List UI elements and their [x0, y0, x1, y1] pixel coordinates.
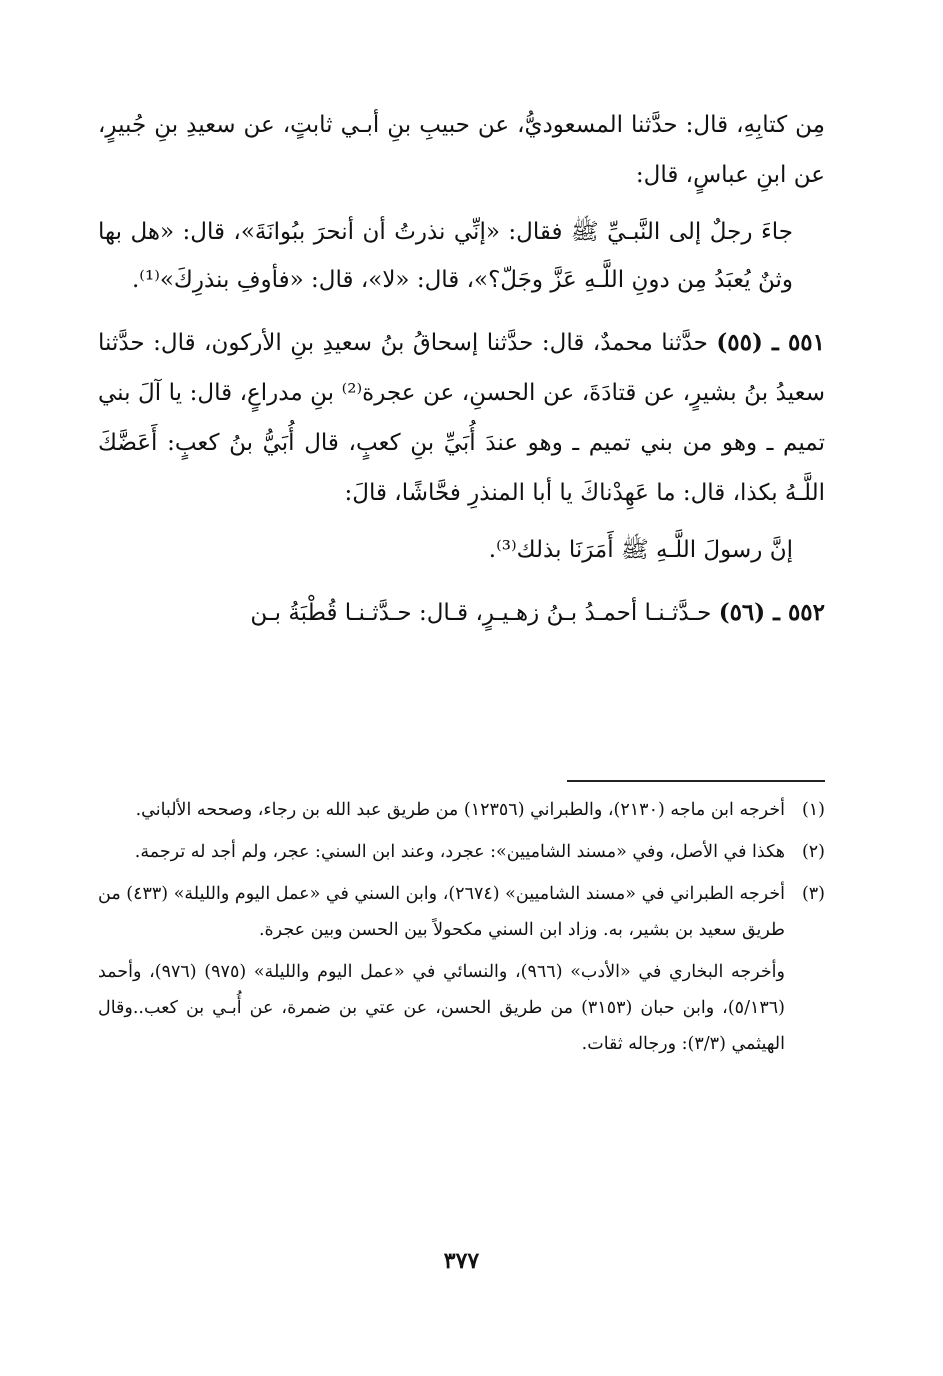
footnote-separator — [567, 780, 825, 782]
page-number: ٣٧٧ — [443, 1248, 480, 1274]
book-page — [98, 0, 825, 1376]
hadith-552-number: ٥٥٢ ـ (٥٦) — [718, 599, 825, 626]
hadith-551-number: ٥٥١ ـ (٥٥) — [716, 329, 825, 356]
hadith-552 — [98, 588, 825, 638]
footnote-2 — [98, 834, 825, 870]
footnote-3-continuation: وأخرجه البخاري في «الأدب» (٩٦٦)، والنسائي في «عمل اليوم والليلة» (٩٧٥) (٩٧٦)، وأحمد (٥/١٣٦)، وابن حبان (٣١٥٣) من طريق الحسن، عن عتي بن ضمرة، عن أُبـي بن كعب..وقال الهيثمي (٣/٣): ورجاله ثقات. — [98, 962, 785, 1054]
footnote-3-text: أخرجه الطبراني في «مسند الشاميين» (٢٦٧٤)، وابن السني في «عمل اليوم والليلة» (٤٣٣) من طريق سعيد بن بشير، به. وزاد ابن السني مكحولاً بين الحسن وبين عجرة. — [98, 884, 785, 940]
footnote-1 — [98, 792, 825, 828]
quote-paragraph-2: إنَّ رسولَ اللَّـهِ ﷺ أَمَرَنَا بذلك⁽³⁾. — [488, 537, 793, 563]
main-text — [98, 100, 825, 638]
footnote-1-mark: (١) — [801, 800, 825, 820]
quote-paragraph-1: جاءَ رجلٌ إلى النَّبـيِّ ﷺ فقال: «إنِّي نذرتُ أن أنحرَ ببُوانَةَ»، قال: «هل بها وثنٌ يُعبَدُ مِن دونِ اللَّـهِ عَزَّ وجَلّ؟»، قال: «لا»، قال: «فأوفِ بنذرِكَ»⁽¹⁾. — [98, 219, 793, 293]
footnote-1-text: أخرجه ابن ماجه (٢١٣٠)، والطبراني (١٢٣٥٦) من طريق عبد الله بن رجاء، وصححه الألباني. — [135, 800, 785, 820]
footnote-3-mark: (٣) — [801, 884, 825, 904]
hadith-551-text: حدَّثنا محمدٌ، قال: حدَّثنا إسحاقُ بنُ سعيدِ بنِ الأركون، قال: حدَّثنا سعيدُ بنُ بشيرٍ، عن قتادَةَ، عن الحسنِ، عن عجرة⁽²⁾ بنِ مدراعٍ، قال: يا آلَ بني تميم ـ وهو من بني تميم ـ وهو عندَ أُبَيِّ بنِ كعبٍ، قال أُبَيُّ بنُ كعبٍ: أَعَضَّكَ اللَّـهُ بكذا، قال: ما عَهِدْناكَ يا أبا المنذرِ فحَّاشًا، قالَ: — [98, 330, 826, 506]
footnote-3 — [98, 876, 825, 948]
footnote-2-text: هكذا في الأصل، وفي «مسند الشاميين»: عجرد، وعند ابن السني: عجر، ولم أجد له ترجمة. — [134, 842, 785, 862]
footnote-2-mark: (٢) — [801, 842, 825, 862]
intro-paragraph: مِن كتابِهِ، قال: حدَّثنا المسعوديُّ، عن حبيبِ بنِ أبـي ثابتٍ، عن سعيدِ بنِ جُبيرٍ، عن ابنِ عباسٍ، قال: — [98, 112, 825, 188]
hadith-551 — [98, 318, 825, 518]
hadith-552-text: حـدَّثـنـا أحمـدُ بـنُ زهـيـرٍ، قـال: حـدَّثـنـا قُطْبَةُ بـن — [250, 600, 719, 626]
footnotes — [98, 792, 825, 1062]
